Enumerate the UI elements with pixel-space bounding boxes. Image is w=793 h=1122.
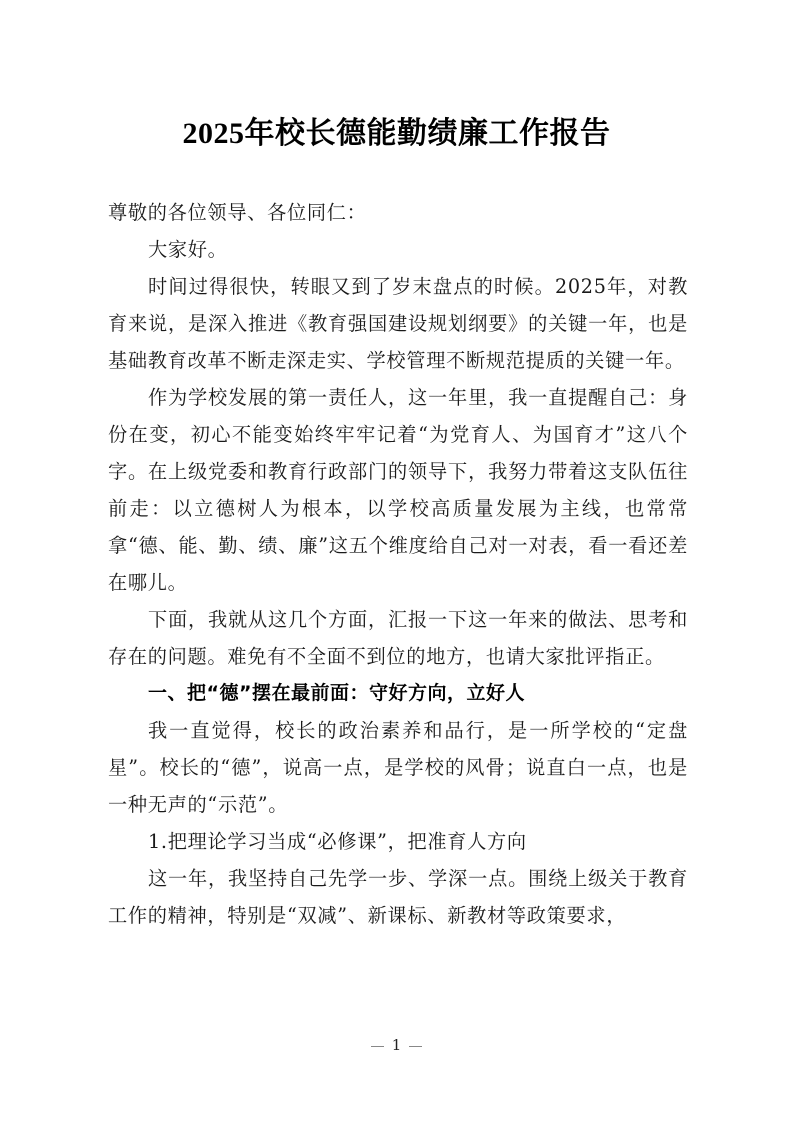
section-heading-de: 一、把“德”摆在最前面：守好方向，立好人 bbox=[148, 682, 525, 704]
footer-dash-right bbox=[409, 1046, 422, 1047]
salutation: 尊敬的各位领导、各位同仁： bbox=[108, 201, 367, 224]
page-number: 1 bbox=[391, 1036, 402, 1054]
paragraph-role: 作为学校发展的第一责任人，这一年里，我一直提醒自己：身份在变，初心不能变始终牢牢记着“为党育人、为国育才”这八个字。在上级党委和教育行政部门的领导下，我努力带着这支队伍往前走：以立德树人为根本，以学校高质量发展为主线，也常常拿“德、能、勤、绩、廉”这五个维度给自己对一对表，看一看还差在哪儿。 bbox=[108, 386, 688, 594]
document-body bbox=[108, 194, 688, 934]
subsection-heading-1: 1.把理论学习当成“必修课”，把准育人方向 bbox=[148, 830, 527, 853]
page-footer bbox=[0, 1036, 793, 1054]
paragraph-overview: 下面，我就从这几个方面，汇报一下这一年来的做法、思考和存在的问题。难免有不全面不到位的地方，也请大家批评指正。 bbox=[108, 608, 688, 668]
paragraph-subsection-1: 这一年，我坚持自己先学一步、学深一点。围绕上级关于教育工作的精神，特别是“双减”、新课标、新教材等政策要求， bbox=[108, 867, 688, 927]
footer-dash-left bbox=[371, 1046, 384, 1047]
document-title: 2025年校长德能勤绩廉工作报告 bbox=[182, 117, 611, 150]
paragraph-intro: 时间过得很快，转眼又到了岁末盘点的时候。2025年，对教育来说，是深入推进《教育强国建设规划纲要》的关键一年，也是基础教育改革不断走深走实、学校管理不断规范提质的关键一年。 bbox=[108, 275, 688, 372]
paragraph-section-1: 我一直觉得，校长的政治素养和品行，是一所学校的“定盘星”。校长的“德”，说高一点，是学校的风骨；说直白一点，也是一种无声的“示范”。 bbox=[108, 719, 688, 816]
paragraph-greeting: 大家好。 bbox=[148, 238, 228, 261]
